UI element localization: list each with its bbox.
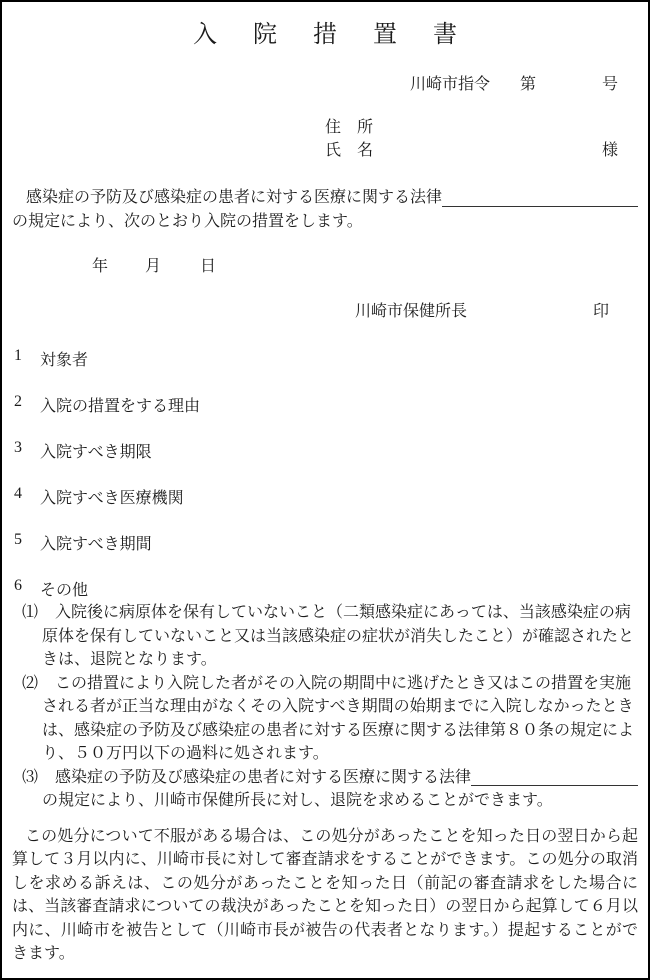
- note-text: この措置により入院した者がその入院の期間中に逃げたとき又はこの措置を実施される者が正当な理由がなくその入院すべき期間の始期までに入院しなかったときは、感染症の予防及び感染症の患者に対する医療に関する法律第８０条の規定により、５０万円以下の過料に処されます。: [42, 674, 635, 762]
- address-label: 住 所: [325, 119, 374, 136]
- note-text: 入院後に病原体を保有していないこと（二類感染症にあっては、当該感染症の病原体を保有していないこと又は当該感染症の症状が消失したこと）が確認されたときは、退院となります。: [42, 604, 635, 668]
- intro-law-text: 感染症の予防及び感染症の患者に対する医療に関する法律: [26, 189, 443, 206]
- name-label: 氏 名: [325, 142, 374, 159]
- document-title: 入 院 措 置 書: [193, 22, 463, 48]
- note-continuation: の規定により、川崎市保健所長に対し、退院を求めることができます。: [42, 792, 553, 809]
- intro-law-line: [12, 186, 638, 210]
- item-number: 4: [14, 485, 22, 502]
- law-article-fill-in-blank: [442, 186, 638, 207]
- item-label: 入院すべき期限: [40, 444, 152, 461]
- item-number: 5: [14, 531, 22, 548]
- law-article-fill-in-blank: [471, 766, 638, 787]
- note-discharge-condition: [22, 601, 638, 672]
- note-number: ⑶: [22, 768, 39, 786]
- item-subject: [12, 347, 638, 369]
- item-number: 1: [14, 347, 22, 364]
- item-period: [12, 531, 638, 553]
- item-medical-institution: [12, 485, 638, 507]
- directive-issuer-prefix: 川崎市指令: [410, 76, 491, 93]
- directive-number-prefix: 第: [520, 76, 537, 93]
- other-notes: [12, 601, 638, 813]
- item-number: 2: [14, 393, 22, 410]
- date-line: [12, 253, 638, 276]
- recipient-name-line: [12, 137, 638, 160]
- item-deadline: [12, 439, 638, 461]
- numbered-items: [12, 347, 638, 599]
- note-number: ⑵: [22, 674, 39, 692]
- item-number: 3: [14, 439, 22, 456]
- intro-continuation: の規定により、次のとおり入院の措置をします。: [12, 212, 363, 230]
- item-reason: [12, 393, 638, 415]
- appeal-notice-paragraph: この処分について不服がある場合は、この処分があったことを知った日の翌日から起算して３月以内に、川崎市長に対して審査請求をすることができます。この処分の取消しを求める訴えは、この処分があったことを知った日（前記の審査請求をした場合には、当該審査請求についての裁決があったことを知った日）の翌日から起算して６月以内に、川崎市を被告として（川崎市長が被告の代表者となります。）提起することができます。: [12, 827, 638, 962]
- note-law-line: [42, 766, 638, 790]
- item-label: 入院すべき期間: [40, 536, 152, 553]
- item-other: [12, 577, 638, 599]
- seal-mark: 印: [593, 303, 610, 320]
- issuer-title: 川崎市保健所長: [355, 303, 468, 320]
- directive-number-suffix: 号: [602, 76, 619, 93]
- issuer-line: [12, 298, 638, 321]
- note-law-text: 感染症の予防及び感染症の患者に対する医療に関する法律: [55, 768, 472, 786]
- intro-paragraph: [12, 186, 638, 233]
- date-year-label: 年: [92, 258, 109, 275]
- item-label: その他: [40, 582, 89, 599]
- note-number: ⑴: [22, 604, 39, 621]
- note-discharge-request: [22, 766, 638, 813]
- recipient-address-line: [12, 114, 638, 137]
- note-penalty: [22, 672, 638, 766]
- item-label: 入院すべき医療機関: [40, 490, 184, 507]
- item-label: 入院の措置をする理由: [40, 398, 201, 415]
- directive-line: [12, 71, 638, 94]
- item-number: 6: [14, 577, 22, 594]
- date-month-label: 月: [145, 258, 162, 275]
- honorific-label: 様: [602, 142, 619, 159]
- recipient-block: [12, 114, 638, 160]
- date-day-label: 日: [200, 258, 217, 275]
- item-label: 対象者: [40, 352, 89, 369]
